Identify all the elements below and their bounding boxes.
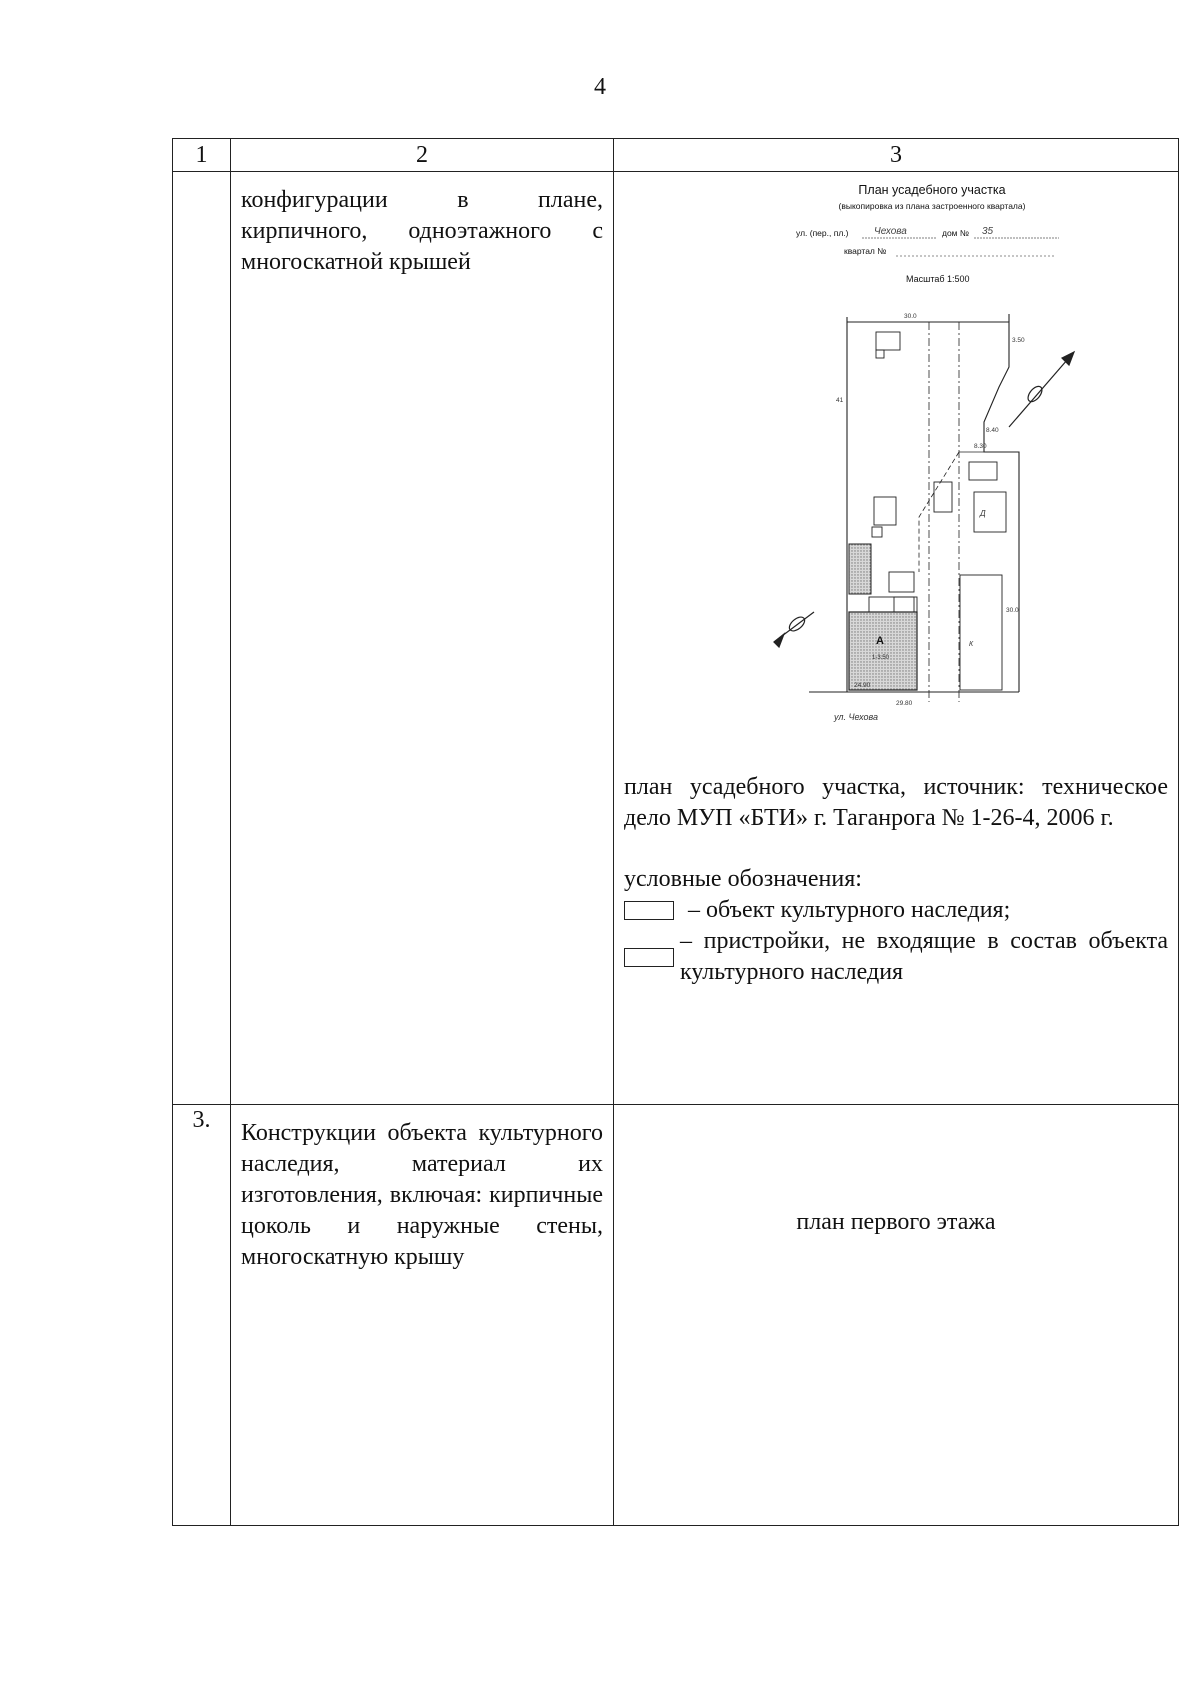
dim-left: 41 — [836, 397, 844, 404]
main-building-note: 1-3.50 — [872, 655, 890, 661]
street-label: ул. (пер., пл.) — [796, 228, 849, 238]
block-label: квартал № — [844, 246, 887, 256]
entrance-arrow-icon — [774, 612, 814, 647]
building-letter-d: Д — [980, 509, 986, 518]
plan-title: План усадебного участка — [858, 183, 1006, 197]
house-value: 35 — [982, 226, 994, 237]
dim-mid: 8.30 — [974, 443, 987, 450]
illustration-cell — [614, 1105, 1179, 1526]
dim-bottom-b: 24.90 — [854, 682, 871, 689]
entrance-arrow-icon — [1009, 352, 1074, 427]
plan-subtitle: (выкопировка из плана застроенного квартала) — [838, 201, 1026, 211]
row-number — [173, 172, 231, 1105]
dim-right-mid: 8.40 — [986, 427, 999, 434]
dim-top: 30.0 — [904, 313, 917, 320]
document-table — [172, 138, 1179, 1526]
dim-right-low: 30.0 — [1006, 607, 1019, 614]
legend-text: – объект культурного наследия; — [688, 897, 1011, 923]
table-row — [173, 172, 1179, 1105]
annex-building — [849, 544, 871, 594]
plan-scale: Масштаб 1:500 — [906, 274, 970, 284]
header-cell-3: 3 — [614, 139, 1179, 172]
dim-bottom-a: 29.80 — [896, 700, 913, 707]
illustration-cell — [614, 172, 1179, 1105]
legend-swatch — [624, 948, 674, 967]
street-value: Чехова — [874, 226, 907, 237]
plan-caption: план усадебного участка, источник: техническое дело МУП «БТИ» г. Таганрога № 1-26-4, 2006 г. — [624, 774, 1168, 831]
main-building-letter: А — [876, 635, 884, 647]
legend — [614, 834, 1178, 988]
row-number: 3. — [173, 1105, 231, 1526]
bottom-street-label: ул. Чехова — [834, 712, 879, 722]
description-cell — [231, 172, 614, 1105]
table-header-row — [173, 139, 1179, 172]
header-cell-1: 1 — [173, 139, 231, 172]
legend-text: – пристройки, не входящие в состав объекта культурного наследия — [680, 928, 1168, 985]
main-building — [849, 612, 917, 690]
header-cell-2: 2 — [231, 139, 614, 172]
building-letter-k: К — [969, 641, 974, 648]
legend-item — [624, 895, 1168, 926]
legend-item — [624, 926, 1168, 988]
description-cell — [231, 1105, 614, 1526]
dim-right-top: 3.50 — [1012, 337, 1025, 344]
house-label: дом № — [942, 228, 970, 238]
legend-title: условные обозначения: — [624, 866, 862, 892]
table-row — [173, 1105, 1179, 1526]
floor-plan-label: план первого этажа — [796, 1209, 996, 1235]
page-number: 4 — [594, 74, 606, 100]
description-text: Конструкции объекта культурного наследия, материал их изготовления, включая: кирпичные цоколь и наружные стены, многоскатную крышу — [241, 1120, 603, 1270]
site-plan — [614, 172, 1178, 772]
legend-swatch — [624, 901, 674, 920]
description-text: конфигурации в плане, кирпичного, одноэтажного с многоскатной крышей — [241, 187, 603, 275]
site-plan-drawing — [614, 172, 1179, 772]
